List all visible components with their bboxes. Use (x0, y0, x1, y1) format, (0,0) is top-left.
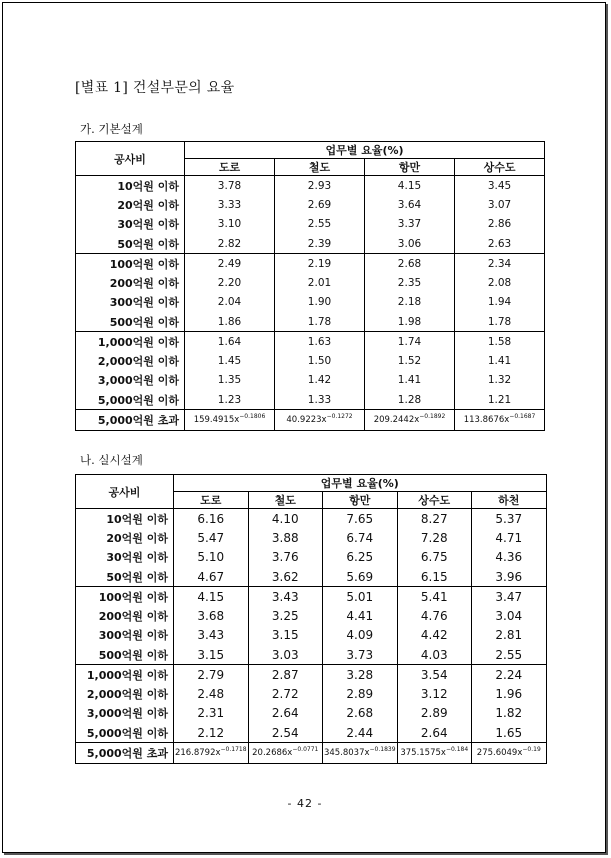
table-row (76, 665, 547, 685)
rate-value: 3.04 (472, 606, 547, 626)
rate-value: 1.50 (275, 351, 365, 371)
rate-formula (365, 410, 455, 431)
rate-value: 1.58 (455, 332, 545, 352)
table-row (76, 645, 547, 665)
rate-value: 5.01 (323, 587, 398, 607)
table-row (76, 626, 547, 646)
rate-value: 3.03 (248, 645, 323, 665)
column-header: 도로 (185, 159, 275, 176)
rate-value: 6.15 (397, 567, 472, 587)
rate-value: 1.32 (455, 371, 545, 391)
rate-value: 1.21 (455, 390, 545, 410)
formula-exponent: −0.1806 (239, 413, 266, 420)
cost-range-label: 300억원 이하 (76, 293, 185, 313)
rate-value: 4.03 (397, 645, 472, 665)
cost-range-label: 2,000억원 이하 (76, 351, 185, 371)
rate-value: 4.09 (323, 626, 398, 646)
cost-range-label: 500억원 이하 (76, 312, 185, 332)
cost-header: 공사비 (76, 475, 174, 509)
rate-value: 1.45 (185, 351, 275, 371)
rate-value: 2.82 (185, 234, 275, 254)
formula-exponent: −0.1718 (220, 746, 247, 753)
rate-value: 1.63 (275, 332, 365, 352)
rate-value: 2.49 (185, 254, 275, 274)
rate-formula (248, 743, 323, 764)
column-header: 철도 (275, 159, 365, 176)
rate-value: 1.23 (185, 390, 275, 410)
rate-value: 3.37 (365, 215, 455, 235)
formula-base: 216.8792x (174, 748, 221, 758)
rate-value: 8.27 (397, 509, 472, 529)
rate-value: 2.87 (248, 665, 323, 685)
rate-formula (174, 743, 249, 764)
rate-value: 2.81 (472, 626, 547, 646)
rate-value: 1.35 (185, 371, 275, 391)
section2-heading: 나. 실시설계 (80, 453, 143, 467)
rate-value: 1.28 (365, 390, 455, 410)
rate-value: 2.54 (248, 723, 323, 743)
rate-value: 2.20 (185, 273, 275, 293)
formula-base: 275.6049x (476, 748, 523, 758)
column-header: 상수도 (455, 159, 545, 176)
rate-value: 2.79 (174, 665, 249, 685)
table-row (76, 723, 547, 743)
cost-header: 공사비 (76, 142, 185, 176)
rate-value: 2.31 (174, 704, 249, 724)
rate-value: 3.68 (174, 606, 249, 626)
formula-exponent: −0.1839 (369, 746, 396, 753)
cost-range-label: 300억원 이하 (76, 626, 174, 646)
rate-value: 3.28 (323, 665, 398, 685)
rate-value: 2.64 (397, 723, 472, 743)
rate-value: 5.37 (472, 509, 547, 529)
table-row (76, 273, 545, 293)
formula-base: 40.9223x (286, 415, 327, 425)
rate-value: 1.90 (275, 293, 365, 313)
rate-value: 2.48 (174, 684, 249, 704)
rate-value: 3.96 (472, 567, 547, 587)
rate-value: 5.69 (323, 567, 398, 587)
rate-value: 5.10 (174, 548, 249, 568)
formula-exponent: −0.1272 (326, 413, 353, 420)
rate-value: 2.18 (365, 293, 455, 313)
rate-value: 4.36 (472, 548, 547, 568)
rate-value: 2.44 (323, 723, 398, 743)
rate-value: 2.68 (365, 254, 455, 274)
rate-value: 2.55 (472, 645, 547, 665)
rate-value: 1.74 (365, 332, 455, 352)
rate-value: 1.42 (275, 371, 365, 391)
rate-value: 2.19 (275, 254, 365, 274)
rate-value: 2.86 (455, 215, 545, 235)
formula-base: 159.4915x (193, 415, 240, 425)
rate-value: 1.65 (472, 723, 547, 743)
column-header: 항만 (365, 159, 455, 176)
formula-exponent: −0.19 (522, 746, 541, 753)
formula-base: 20.2686x (252, 748, 293, 758)
rate-value: 1.64 (185, 332, 275, 352)
rate-value: 1.82 (472, 704, 547, 724)
table-row (76, 176, 545, 196)
formula-exponent: −0.0771 (292, 746, 319, 753)
rate-value: 6.75 (397, 548, 472, 568)
cost-range-label: 20억원 이하 (76, 528, 174, 548)
rate-value: 3.62 (248, 567, 323, 587)
detailed-design-rate-table (75, 474, 547, 764)
table-row (76, 704, 547, 724)
formula-exponent: −0.1892 (419, 413, 446, 420)
rate-value: 3.78 (185, 176, 275, 196)
table-row (76, 371, 545, 391)
cost-range-label: 5,000억원 초과 (76, 743, 174, 764)
table-row (76, 390, 545, 410)
rate-value: 2.34 (455, 254, 545, 274)
rate-value: 3.54 (397, 665, 472, 685)
table-row (76, 509, 547, 529)
rate-value: 1.86 (185, 312, 275, 332)
rate-value: 7.65 (323, 509, 398, 529)
rate-value: 2.89 (397, 704, 472, 724)
table-row (76, 528, 547, 548)
table-row (76, 587, 547, 607)
rate-value: 2.08 (455, 273, 545, 293)
formula-base: 113.8676x (463, 415, 510, 425)
rate-value: 3.15 (248, 626, 323, 646)
formula-exponent: −0.184 (445, 746, 469, 753)
rate-value: 4.10 (248, 509, 323, 529)
rate-value: 2.39 (275, 234, 365, 254)
rate-value: 4.71 (472, 528, 547, 548)
table-row (76, 234, 545, 254)
cost-range-label: 5,000억원 초과 (76, 410, 185, 431)
document-page (2, 2, 606, 853)
cost-range-label: 3,000억원 이하 (76, 371, 185, 391)
page-number: - 42 - (287, 797, 323, 810)
column-header: 하천 (472, 492, 547, 509)
rate-formula (185, 410, 275, 431)
table-row (76, 567, 547, 587)
cost-range-label: 10억원 이하 (76, 509, 174, 529)
rate-value: 2.68 (323, 704, 398, 724)
rate-value: 3.33 (185, 195, 275, 215)
table-row (76, 312, 545, 332)
rate-value: 4.76 (397, 606, 472, 626)
rate-value: 2.01 (275, 273, 365, 293)
table-row (76, 332, 545, 352)
cost-range-label: 50억원 이하 (76, 567, 174, 587)
rate-value: 7.28 (397, 528, 472, 548)
table-row (76, 195, 545, 215)
rate-value: 1.33 (275, 390, 365, 410)
rate-value: 3.25 (248, 606, 323, 626)
basic-design-rate-table (75, 141, 545, 431)
column-header: 항만 (323, 492, 398, 509)
rate-value: 2.55 (275, 215, 365, 235)
rate-value: 3.76 (248, 548, 323, 568)
rate-value: 3.45 (455, 176, 545, 196)
rate-value: 4.41 (323, 606, 398, 626)
rate-value: 3.12 (397, 684, 472, 704)
cost-range-label: 1,000억원 이하 (76, 665, 174, 685)
rate-value: 3.10 (185, 215, 275, 235)
table-row (76, 254, 545, 274)
rate-value: 2.12 (174, 723, 249, 743)
rate-value: 1.96 (472, 684, 547, 704)
cost-range-label: 500억원 이하 (76, 645, 174, 665)
cost-range-label: 30억원 이하 (76, 215, 185, 235)
table-row-over (76, 410, 545, 431)
rate-value: 6.74 (323, 528, 398, 548)
rate-value: 1.94 (455, 293, 545, 313)
cost-range-label: 1,000억원 이하 (76, 332, 185, 352)
rate-value: 2.64 (248, 704, 323, 724)
formula-exponent: −0.1687 (509, 413, 536, 420)
rate-formula (472, 743, 547, 764)
column-header: 도로 (174, 492, 249, 509)
rate-value: 3.43 (248, 587, 323, 607)
rate-value: 4.42 (397, 626, 472, 646)
table-row-over (76, 743, 547, 764)
rate-value: 5.41 (397, 587, 472, 607)
cost-range-label: 200억원 이하 (76, 606, 174, 626)
section1-heading: 가. 기본설계 (80, 122, 143, 136)
rate-value: 2.72 (248, 684, 323, 704)
table-row (76, 684, 547, 704)
rate-value: 2.63 (455, 234, 545, 254)
rate-value: 3.64 (365, 195, 455, 215)
rate-value: 2.24 (472, 665, 547, 685)
rate-value: 3.47 (472, 587, 547, 607)
rate-formula (397, 743, 472, 764)
rate-value: 1.52 (365, 351, 455, 371)
cost-range-label: 5,000억원 이하 (76, 723, 174, 743)
table-row (76, 293, 545, 313)
rate-formula (323, 743, 398, 764)
cost-range-label: 100억원 이하 (76, 254, 185, 274)
rate-value: 2.04 (185, 293, 275, 313)
formula-base: 375.1575x (400, 748, 446, 758)
cost-range-label: 100억원 이하 (76, 587, 174, 607)
rate-value: 1.41 (365, 371, 455, 391)
cost-range-label: 30억원 이하 (76, 548, 174, 568)
table-row (76, 606, 547, 626)
rate-formula (275, 410, 365, 431)
formula-base: 345.8037x (323, 748, 370, 758)
rate-value: 2.35 (365, 273, 455, 293)
rate-value: 3.15 (174, 645, 249, 665)
rate-header: 업무별 요율(%) (174, 475, 547, 492)
column-header: 상수도 (397, 492, 472, 509)
column-header: 철도 (248, 492, 323, 509)
rate-formula (455, 410, 545, 431)
rate-value: 1.78 (275, 312, 365, 332)
rate-value: 4.15 (174, 587, 249, 607)
page-title: [별표 1] 건설부문의 요율 (75, 80, 235, 96)
rate-value: 3.88 (248, 528, 323, 548)
rate-value: 1.98 (365, 312, 455, 332)
cost-range-label: 50억원 이하 (76, 234, 185, 254)
rate-value: 3.73 (323, 645, 398, 665)
rate-value: 4.67 (174, 567, 249, 587)
cost-range-label: 10억원 이하 (76, 176, 185, 196)
rate-value: 5.47 (174, 528, 249, 548)
rate-value: 3.43 (174, 626, 249, 646)
rate-value: 3.06 (365, 234, 455, 254)
rate-value: 6.25 (323, 548, 398, 568)
cost-range-label: 5,000억원 이하 (76, 390, 185, 410)
rate-value: 2.69 (275, 195, 365, 215)
rate-value: 2.93 (275, 176, 365, 196)
cost-range-label: 2,000억원 이하 (76, 684, 174, 704)
rate-value: 6.16 (174, 509, 249, 529)
rate-value: 1.41 (455, 351, 545, 371)
rate-value: 2.89 (323, 684, 398, 704)
formula-base: 209.2442x (373, 415, 420, 425)
rate-value: 3.07 (455, 195, 545, 215)
rate-value: 1.78 (455, 312, 545, 332)
cost-range-label: 20억원 이하 (76, 195, 185, 215)
table-row (76, 351, 545, 371)
rate-header: 업무별 요율(%) (185, 142, 545, 159)
cost-range-label: 3,000억원 이하 (76, 704, 174, 724)
cost-range-label: 200억원 이하 (76, 273, 185, 293)
table-row (76, 548, 547, 568)
table-row (76, 215, 545, 235)
rate-value: 4.15 (365, 176, 455, 196)
